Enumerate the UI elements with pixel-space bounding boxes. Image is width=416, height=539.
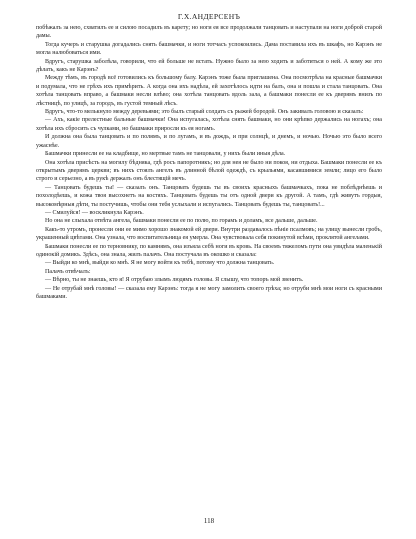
book-page [36, 12, 382, 532]
paragraph: побѣжалъ за нею, схватилъ ее и силою посадилъ въ карету; но ноги ея все продолжали танцовать и наступали на ноги доброй старой дамы. [36, 25, 382, 40]
paragraph: — Танцовать будешь ты! — сказалъ онъ. Танцовать будешь ты въ своихъ красныхъ башмачкахъ, пока не поблѣднѣешь и похолодѣешь, и кожа твоя высохнетъ на костяхъ. Танцовать будешь ты отъ одной двери къ другой. А тамъ, гдѣ живутъ гордыя, высокомѣрныя дѣти, ты постучишь, чтобы они тебя услыхали и испугались. Танцовать будешь ты, танцовать!... [36, 184, 382, 208]
paragraph: Вдругъ, старушка заболѣла, говорили, что ей больше не встать. Нужно было за нею ходить и заботиться о ней. А кому же это дѣлать, какъ не Карэнъ? [36, 58, 382, 74]
paragraph: Но она не слыхала отвѣта ангела, башмаки понесли ее по полю, по горамъ и доламъ, все дальше, дальше. [45, 218, 318, 225]
paragraph: Башмаки понесли ее по терновнику, по камнямъ, она изъяла себѣ ноги въ кровь. На своемъ тяжеломъ пути она увидѣла маленькій одинокій домикъ. Здѣсь, она знала, жилъ палачъ. Она постучала въ окошко и сказала: [36, 243, 382, 258]
paragraph: Тогда кучеръ и старушка догадались снять башмачки, и ноги тотчасъ успокоились. Дама поставила ихъ въ шкафъ, но Карэнъ не могла налюбоваться ими. [36, 41, 382, 57]
paragraph: — Выйди ко мнѣ, выйди ко мнѣ. Я не могу войти къ тебѣ, потому что должна танцовать. [45, 260, 275, 267]
paragraph: Какъ-то утромъ, пронесли они ее мимо хорошо знакомой ей двери. Внутри раздавалось пѣніе псалмовъ; на улицу вынесли гробъ, украшенный цвѣтами. Она узнала, что воспитательница ея умерла. Она чувствовала себя покинутой всѣми, проклятой ангелами. [36, 226, 382, 242]
paragraph: Между тѣмъ, въ городѣ всё готовились къ большому балу. Карэнъ тоже была приглашена. Она посмотрѣла на красные башмачки и подумала, что не грѣхъ ихъ примѣрить. А когда она ихъ надѣла, ей захотѣлось идти на балъ, она и пошла и стала танцовать. Она хотѣла танцовать вправо, а башмаки несли влѣво; она хотѣла танцовать вдоль зала, а башмаки понесли ее къ дверямъ внизъ по лѣстницѣ, по улицѣ, за городъ, въ густой темный лѣсъ. [36, 75, 382, 107]
paragraph: — Вѣрно, ты не знаешь, кто я! Я отрубаю злымъ людямъ головы. Я слышу, что топоръ мой звенитъ. [45, 277, 304, 284]
paragraph: И должна она была танцовать и по полямъ, и по лугамъ, и въ дождь, и при солнцѣ, и днемъ, и ночью. Ночью это было всего ужаснѣе. [36, 134, 382, 149]
paragraph: — Ахъ, какіе прелестные бальные башмачки! Она испугалась, хотѣла снять башмаки, но они крѣпко держались на ногахъ; она хотѣла ихъ сбросить съ чулками, но башмаки приросли къ ея ногамъ. [36, 117, 382, 132]
running-header: Г.Х.АНДЕРСЕНЪ [177, 12, 241, 21]
paragraph: Она хотѣла присѣсть на могилу бѣдняка, гдѣ росъ папоротникъ; но для нея не было ни покоя, ни отдыха. Башмаки понесли ее къ открытымъ дверямъ церкви; въ нихъ стоялъ ангелъ въ длинной бѣлой одеждѣ, съ крыльями, касавшимися земли; лицо его было строго и серьезно, а въ рукѣ держалъ онъ блестящій мечъ. [36, 159, 382, 183]
paragraph: Палачъ отвѣчалъ: [45, 268, 91, 275]
page-number: 118 [203, 517, 215, 525]
body-text [36, 24, 382, 301]
paragraph: Вдругъ, что-то мелькнуло между деревьями; это былъ старый солдатъ съ рыжей бородой. Онъ закивалъ головою и сказалъ: [45, 109, 364, 116]
paragraph: — Смилуйся! — воскликнула Карэнъ. [45, 209, 144, 216]
paragraph: Башмачки принесли ее на кладбище, но мертвые тамъ не танцовали, у нихъ были иныя дѣла. [45, 151, 286, 158]
paragraph: — Не отрубай мнѣ головы! — сказала ему Карэнъ: тогда я не могу замолить своего грѣха; но отруби мнѣ мои ноги съ красными башмаками. [36, 285, 382, 300]
